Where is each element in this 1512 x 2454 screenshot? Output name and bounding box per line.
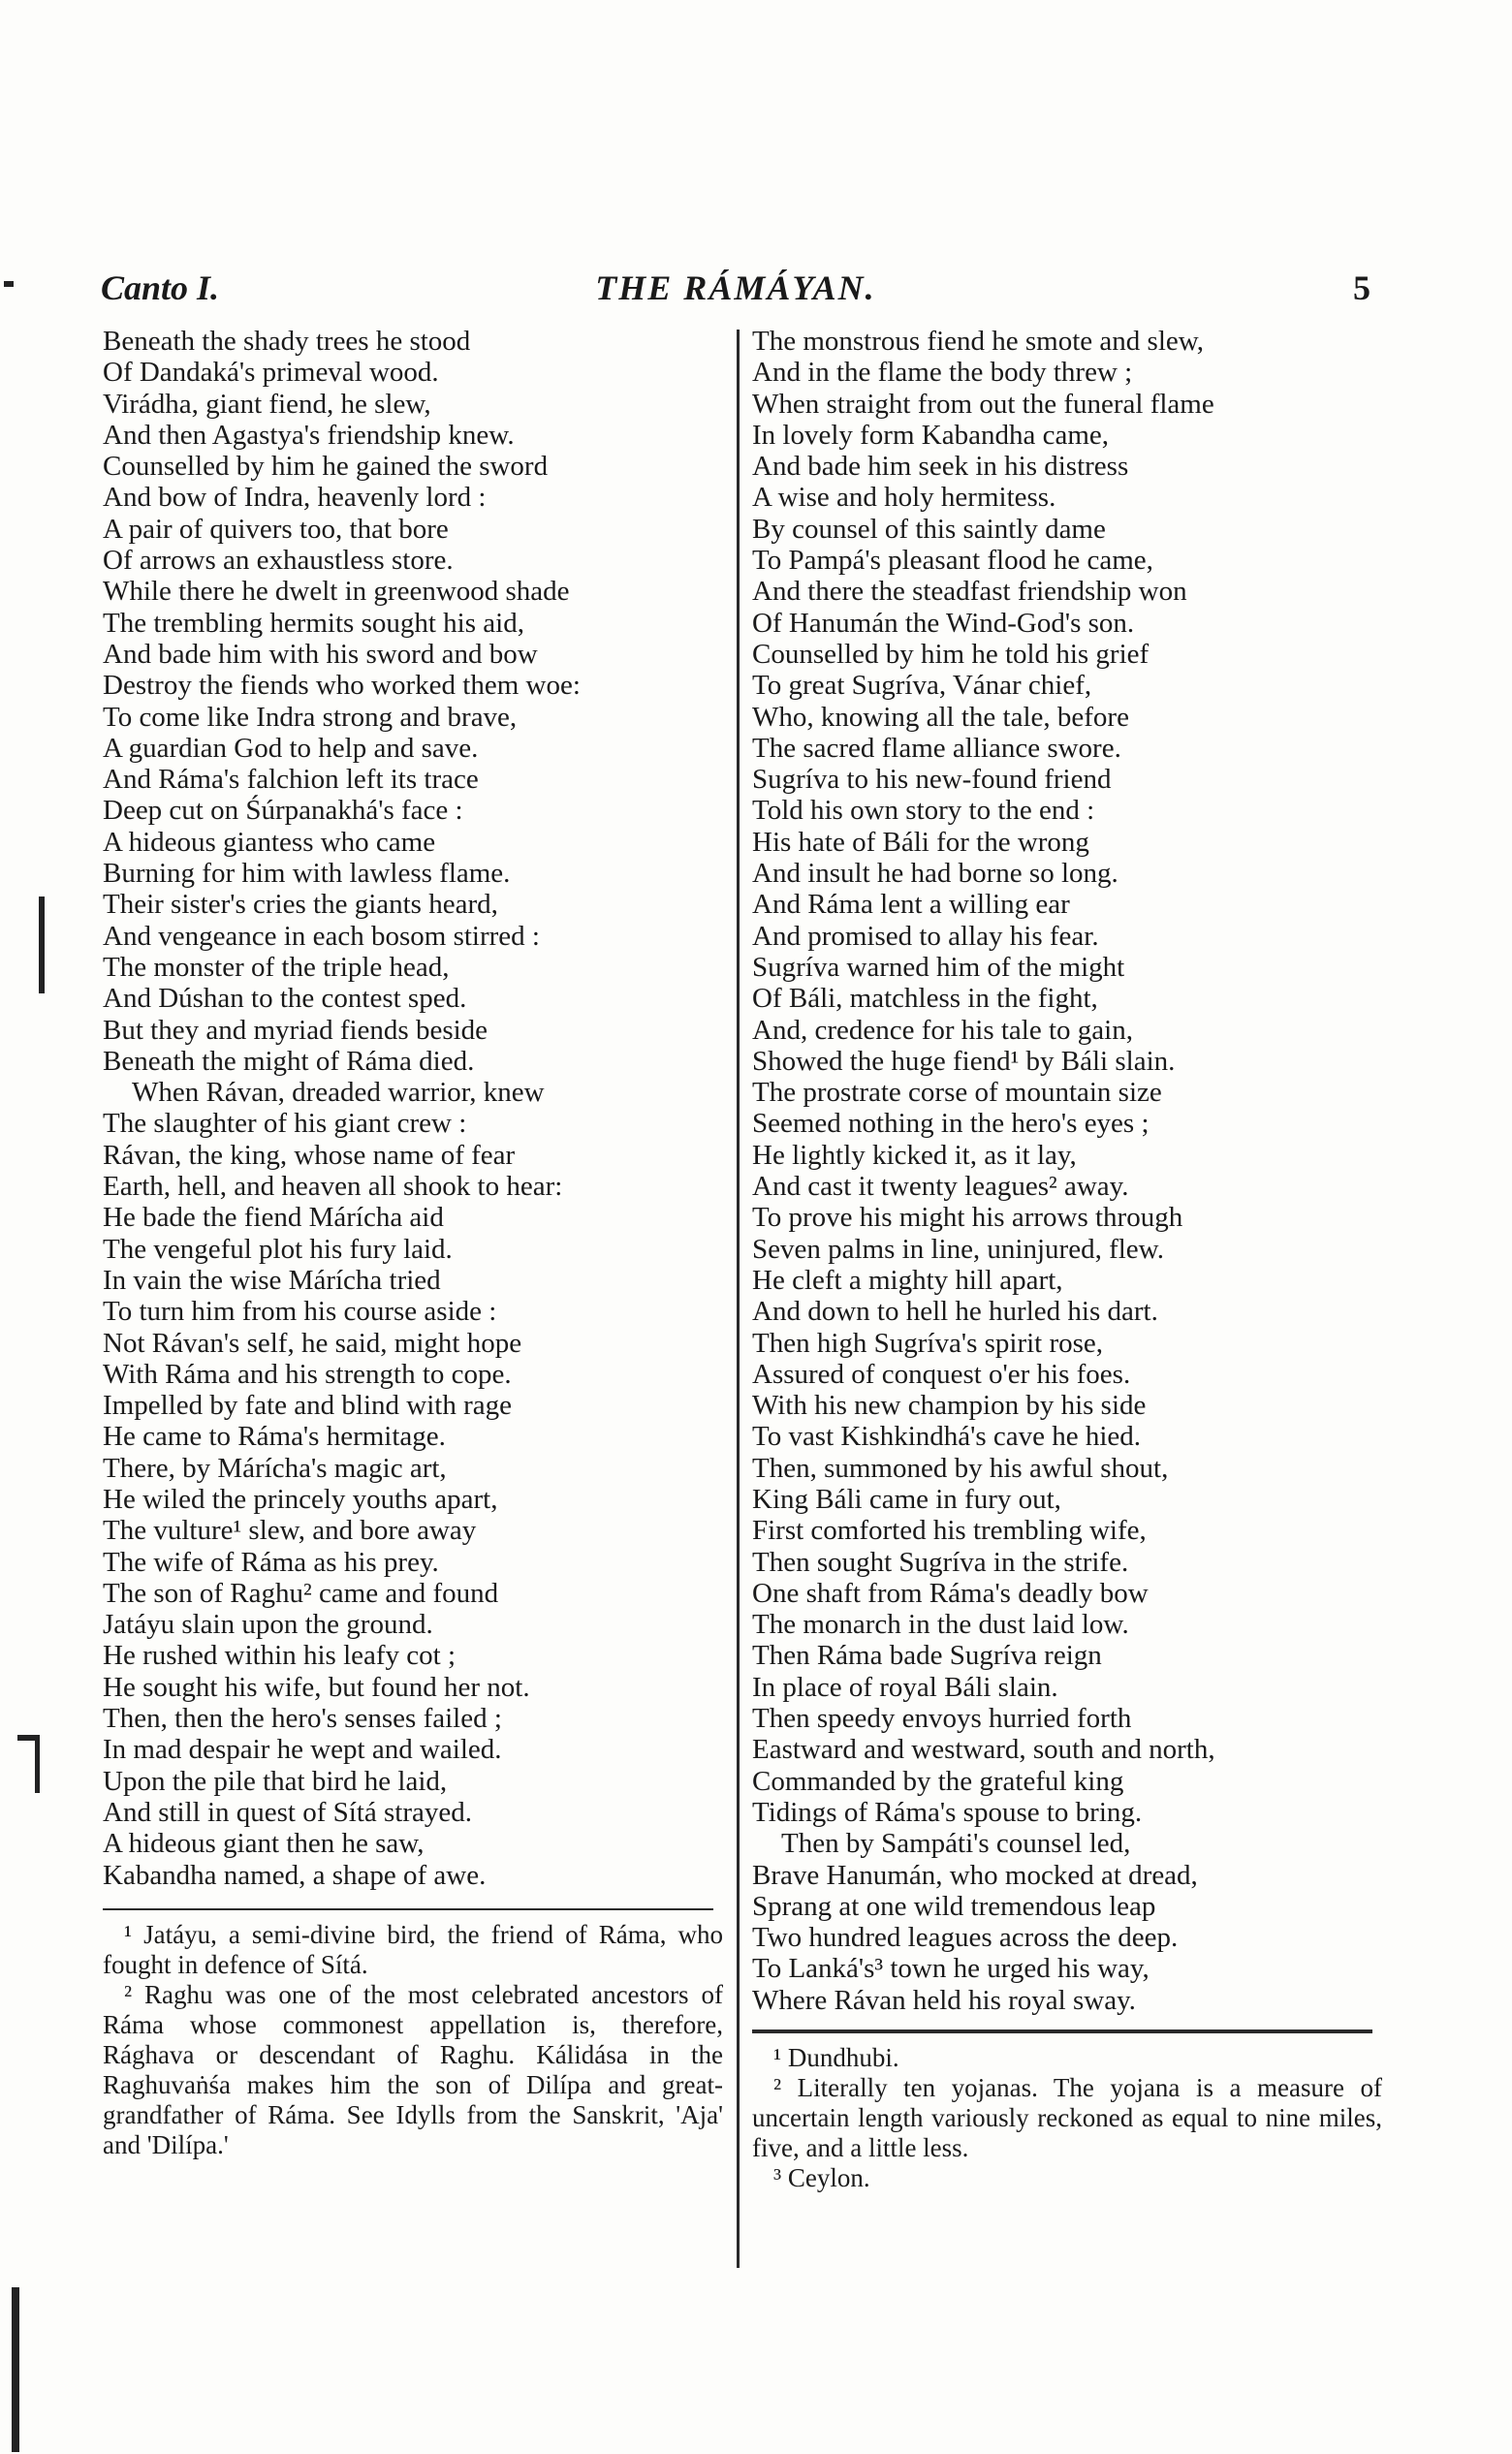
verse-line: To Pampá's pleasant flood he came, <box>752 545 1153 577</box>
verse-line: To turn him from his course aside : <box>103 1296 497 1328</box>
verse-line: A hideous giant then he saw, <box>103 1828 425 1860</box>
verse-line: And promised to allay his fear. <box>752 920 1099 952</box>
verse-line: Burning for him with lawless flame. <box>103 858 511 890</box>
verse-line: Assured of conquest o'er his foes. <box>752 1358 1131 1390</box>
verse-line: Beneath the might of Ráma died. <box>103 1045 475 1077</box>
verse-line: And Dúshan to the contest sped. <box>103 983 467 1015</box>
verse-line: Then Ráma bade Sugríva reign <box>752 1640 1102 1672</box>
verse-line: Told his own story to the end : <box>752 795 1095 827</box>
verse-line: In vain the wise Márícha tried <box>103 1264 441 1296</box>
verse-line: Sprang at one wild tremendous leap <box>752 1890 1156 1922</box>
footnote: ² Raghu was one of the most celebrated ancestors of Ráma whose commonest appellation is, therefore, Rághava or descendant of Raghu. Kálidása in the Raghuvaṅśa makes him the son of Dilípa and great-grandfather of Ráma. See Idylls from the Sanskrit, 'Aja' and 'Dilípa.' <box>103 1979 723 2159</box>
verse-line: Of Hanumán the Wind-God's son. <box>752 607 1135 639</box>
footnote: ² Literally ten yojanas. The yojana is a measure of uncertain length variously reckoned as equal to nine miles, five, and a little less. <box>752 2073 1382 2163</box>
verse-line: Virádha, giant fiend, he slew, <box>103 388 431 420</box>
verse-line: Of Dandaká's primeval wood. <box>103 357 439 389</box>
verse-line: The son of Raghu² came and found <box>103 1577 499 1609</box>
verse-line: First comforted his trembling wife, <box>752 1515 1147 1547</box>
verse-line: A hideous giantess who came <box>103 826 436 858</box>
right-verse-stanza-2 <box>752 1828 1382 2016</box>
verse-line: Their sister's cries the giants heard, <box>103 889 498 921</box>
verse-line: Destroy the fiends who worked them woe: <box>103 670 581 702</box>
verse-line: Rávan, the king, whose name of fear <box>103 1139 516 1171</box>
verse-line: While there he dwelt in greenwood shade <box>103 576 570 608</box>
verse-line: The monster of the triple head, <box>103 951 450 983</box>
verse-line: Counselled by him he told his grief <box>752 638 1150 670</box>
verse-line: He lightly kicked it, as it lay, <box>752 1139 1077 1171</box>
verse-line: The monarch in the dust laid low. <box>752 1609 1129 1641</box>
footnote-rule <box>752 2029 1372 2033</box>
verse-line: But they and myriad fiends beside <box>103 1014 488 1046</box>
column-divider <box>737 330 740 2268</box>
verse-line: And cast it twenty leagues² away. <box>752 1171 1129 1203</box>
verse-line: And bow of Indra, heavenly lord : <box>103 482 487 514</box>
verse-line: A guardian God to help and save. <box>103 732 479 764</box>
verse-line: Impelled by fate and blind with rage <box>103 1390 512 1422</box>
running-title: THE RÁMÁYAN. <box>595 268 876 307</box>
left-column <box>103 326 723 2160</box>
verse-line: Who, knowing all the tale, before <box>752 701 1129 733</box>
right-column <box>752 326 1382 2193</box>
verse-line: When Rávan, dreaded warrior, knew <box>132 1077 545 1109</box>
verse-line: The slaughter of his giant crew : <box>103 1108 467 1140</box>
footnote: ¹ Jatáyu, a semi-divine bird, the friend of Ráma, who fought in defence of Sítá. <box>103 1919 723 1979</box>
verse-line: The monstrous fiend he smote and slew, <box>752 326 1205 357</box>
verse-line: And Ráma lent a willing ear <box>752 889 1070 921</box>
scan-mark <box>35 1735 40 1793</box>
verse-line: When straight from out the funeral flame <box>752 388 1214 420</box>
verse-line: Not Rávan's self, he said, might hope <box>103 1327 522 1359</box>
verse-line: One shaft from Ráma's deadly bow <box>752 1577 1149 1609</box>
verse-line: Seemed nothing in the hero's eyes ; <box>752 1108 1150 1140</box>
verse-line: Kabandha named, a shape of awe. <box>103 1859 487 1891</box>
verse-line: And Ráma's falchion left its trace <box>103 764 479 796</box>
verse-line: He sought his wife, but found her not. <box>103 1671 530 1703</box>
verse-line: The prostrate corse of mountain size <box>752 1077 1162 1109</box>
verse-line: With Ráma and his strength to cope. <box>103 1358 512 1390</box>
verse-line: Of Báli, matchless in the fight, <box>752 983 1098 1015</box>
verse-line: Of arrows an exhaustless store. <box>103 545 454 577</box>
verse-line: Showed the huge fiend¹ by Báli slain. <box>752 1045 1176 1077</box>
verse-line: And then Agastya's friendship knew. <box>103 419 515 451</box>
verse-line: A wise and holy hermitess. <box>752 482 1056 514</box>
left-verse-stanza-1 <box>103 326 723 1077</box>
verse-line: And still in quest of Sítá strayed. <box>103 1796 472 1828</box>
verse-line: And bade him with his sword and bow <box>103 638 538 670</box>
verse-line: Beneath the shady trees he stood <box>103 326 471 357</box>
scan-mark <box>12 2287 19 2452</box>
verse-line: The trembling hermits sought his aid, <box>103 607 524 639</box>
verse-line: Tidings of Ráma's spouse to bring. <box>752 1796 1143 1828</box>
verse-line: A pair of quivers too, that bore <box>103 513 449 545</box>
verse-line: Then, then the hero's senses failed ; <box>103 1703 502 1735</box>
verse-line: Then speedy envoys hurried forth <box>752 1703 1132 1735</box>
verse-line: His hate of Báli for the wrong <box>752 826 1089 858</box>
footnote: ³ Ceylon. <box>773 2163 870 2193</box>
verse-line: Then, summoned by his awful shout, <box>752 1452 1169 1484</box>
verse-line: To Lanká's³ town he urged his way, <box>752 1953 1150 1985</box>
verse-line: The vengeful plot his fury laid. <box>103 1233 453 1265</box>
verse-line: Commanded by the grateful king <box>752 1765 1124 1797</box>
footnote: ¹ Dundhubi. <box>773 2043 899 2073</box>
verse-line: Then sought Sugríva in the strife. <box>752 1546 1129 1578</box>
verse-line: Sugríva to his new-found friend <box>752 764 1112 796</box>
page-header <box>101 267 1370 314</box>
footnote-rule <box>103 1908 713 1910</box>
verse-line: And down to hell he hurled his dart. <box>752 1296 1158 1328</box>
verse-line: And, credence for his tale to gain, <box>752 1014 1133 1046</box>
verse-line: Then by Sampáti's counsel led, <box>781 1828 1131 1860</box>
verse-line: The sacred flame alliance swore. <box>752 732 1121 764</box>
verse-line: The vulture¹ slew, and bore away <box>103 1515 477 1547</box>
scan-mark <box>39 897 45 993</box>
verse-line: He wiled the princely youths apart, <box>103 1483 498 1515</box>
verse-line: And insult he had borne so long. <box>752 858 1118 890</box>
verse-line: Seven palms in line, uninjured, flew. <box>752 1233 1164 1265</box>
verse-line: Earth, hell, and heaven all shook to hear: <box>103 1171 563 1203</box>
verse-line: He came to Ráma's hermitage. <box>103 1421 446 1453</box>
verse-line: To great Sugríva, Vánar chief, <box>752 670 1092 702</box>
verse-line: Upon the pile that bird he laid, <box>103 1765 448 1797</box>
verse-line: The wife of Ráma as his prey. <box>103 1546 439 1578</box>
verse-line: He rushed within his leafy cot ; <box>103 1640 457 1672</box>
verse-line: In place of royal Báli slain. <box>752 1671 1058 1703</box>
verse-line: In mad despair he wept and wailed. <box>103 1734 502 1766</box>
verse-line: By counsel of this saintly dame <box>752 513 1106 545</box>
verse-line: To come like Indra strong and brave, <box>103 701 518 733</box>
verse-line: Jatáyu slain upon the ground. <box>103 1609 433 1641</box>
verse-line: To prove his might his arrows through <box>752 1202 1183 1234</box>
verse-line: And bade him seek in his distress <box>752 451 1129 483</box>
scan-mark <box>4 281 14 287</box>
verse-line: Deep cut on Śúrpanakhá's face : <box>103 795 463 827</box>
verse-line: And there the steadfast friendship won <box>752 576 1187 608</box>
right-verse-stanza-1 <box>752 326 1382 1828</box>
verse-line: Counselled by him he gained the sword <box>103 451 549 483</box>
left-verse-stanza-2 <box>103 1077 723 1891</box>
verse-line: Sugríva warned him of the might <box>752 951 1125 983</box>
verse-line: Then high Sugríva's spirit rose, <box>752 1327 1104 1359</box>
verse-line: To vast Kishkindhá's cave he hied. <box>752 1421 1142 1453</box>
verse-line: Brave Hanumán, who mocked at dread, <box>752 1859 1198 1891</box>
verse-line: And in the flame the body threw ; <box>752 357 1133 389</box>
verse-line: Two hundred leagues across the deep. <box>752 1922 1179 1954</box>
verse-line: In lovely form Kabandha came, <box>752 419 1109 451</box>
verse-line: King Báli came in fury out, <box>752 1483 1061 1515</box>
verse-line: Eastward and westward, south and north, <box>752 1734 1215 1766</box>
verse-line: With his new champion by his side <box>752 1390 1147 1422</box>
canto-label: Canto I. <box>101 268 220 307</box>
verse-line: He cleft a mighty hill apart, <box>752 1264 1063 1296</box>
verse-line: There, by Márícha's magic art, <box>103 1452 447 1484</box>
verse-line: Where Rávan held his royal sway. <box>752 1984 1136 2016</box>
page-number: 5 <box>1353 268 1370 307</box>
verse-line: And vengeance in each bosom stirred : <box>103 920 540 952</box>
verse-line: He bade the fiend Márícha aid <box>103 1202 444 1234</box>
